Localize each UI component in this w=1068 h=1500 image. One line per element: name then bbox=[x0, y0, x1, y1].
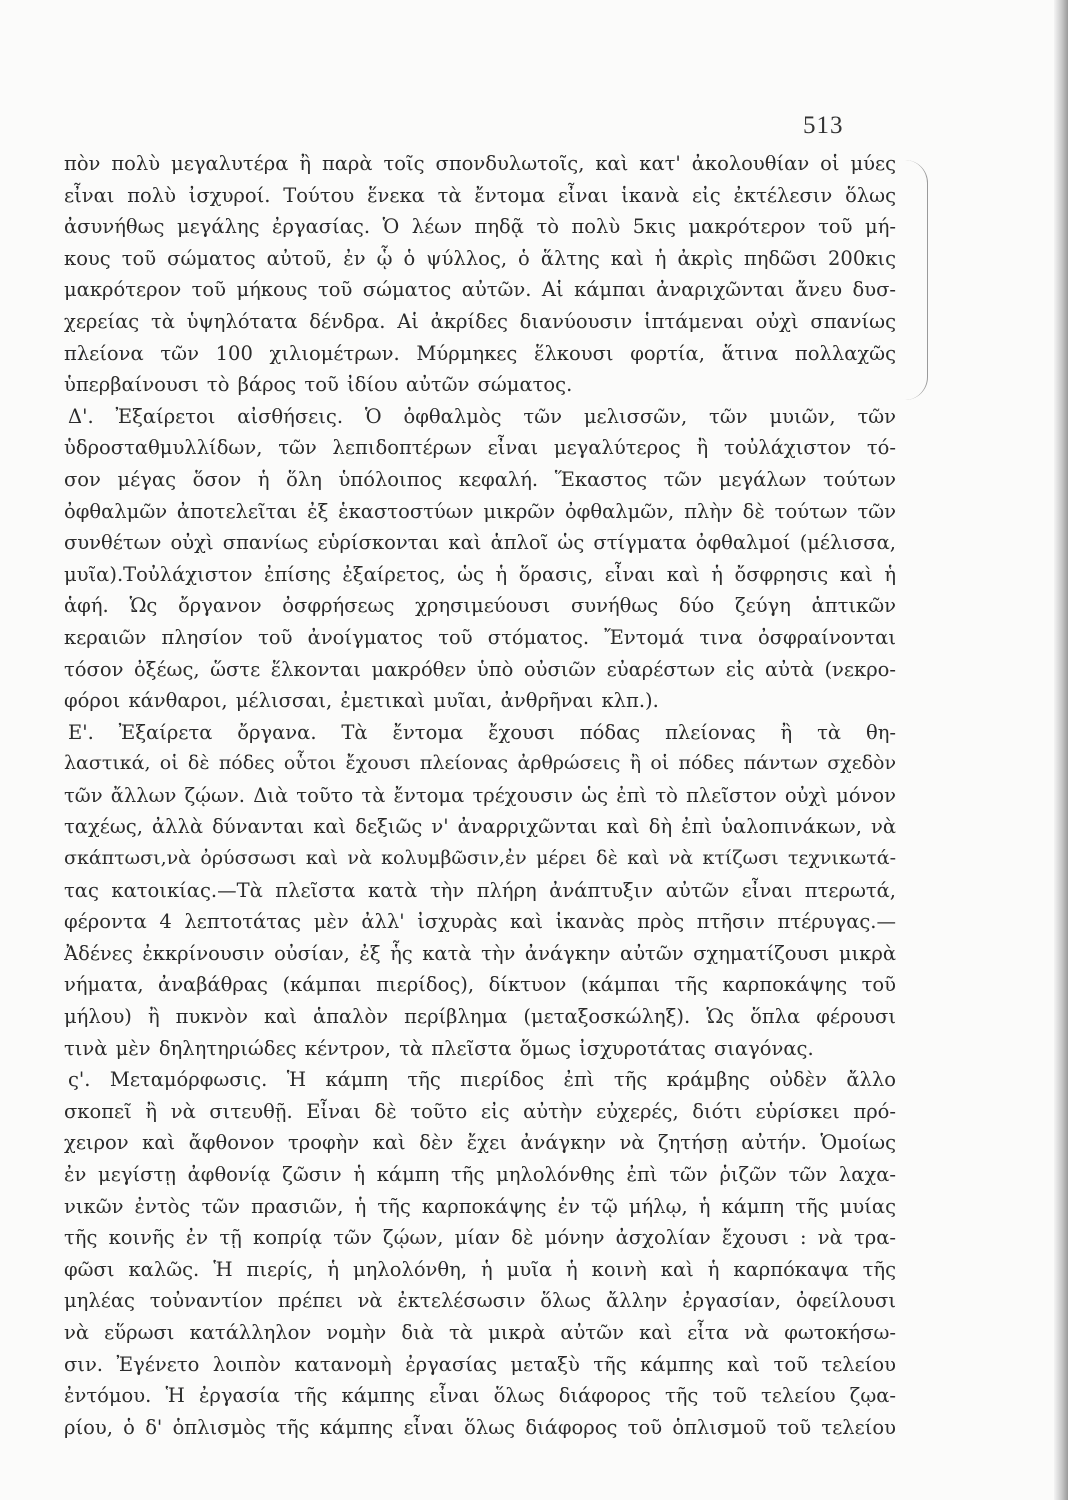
text-line: ἐν μεγίστῃ ἀφθονίᾳ ζῶσιν ἡ κάμπη τῆς μηλολόνθης ἐπὶ τῶν ῥιζῶν τῶν λαχα- bbox=[64, 1163, 896, 1186]
text-line: μυῖα).Τοὐλάχιστον ἐπίσης ἐξαίρετος, ὡς ἡ ὅρασις, εἶναι καὶ ἡ ὄσφρησις καὶ ἡ bbox=[64, 562, 896, 586]
text-line: ὀφθαλμῶν ἀποτελεῖται ἐξ ἑκαστοστύων μικρῶν ὀφθαλμῶν, πλὴν δὲ τούτων τῶν bbox=[64, 499, 896, 523]
text-line: ὑδροσταθμυλλίδων, τῶν λεπιδοπτέρων εἶναι μεγαλύτερος ἢ τοὐλάχιστον τό- bbox=[64, 436, 896, 460]
section-heading-line: ς'. Μεταμόρφωσις. Ἡ κάμπη τῆς πιερίδος ἐπὶ τῆς κράμβης οὐδὲν ἄλλο bbox=[68, 1068, 896, 1092]
text-line: ὑπερβαίνουσι τὸ βάρος τοῦ ἰδίου αὐτῶν σώματος. bbox=[64, 373, 573, 397]
text-line: ἀσυνήθως μεγάλης ἐργασίας. Ὁ λέων πηδᾷ τὸ πολὺ 5κις μακρότερον τοῦ μή- bbox=[64, 215, 896, 239]
body-text bbox=[64, 148, 896, 1443]
text-line: τῶν ἄλλων ζῴων. Διὰ τοῦτο τὰ ἔντομα τρέχουσιν ὡς ἐπὶ τὸ πλεῖστον οὐχὶ μόνον bbox=[64, 783, 896, 807]
pencil-margin-mark bbox=[905, 160, 928, 400]
text-line: ἁφή. Ὡς ὄργανον ὀσφρήσεως χρησιμεύουσι συνήθως δύο ζεύγη ἁπτικῶν bbox=[64, 594, 896, 618]
text-line: σιν. Ἐγένετο λοιπὸν κατανομὴ ἐργασίας μεταξὺ τῆς κάμπης καὶ τοῦ τελείου bbox=[64, 1352, 896, 1376]
text-line: χειρον καὶ ἄφθονον τροφὴν καὶ δὲν ἔχει ἀνάγκην νὰ ζητήσῃ αὐτήν. Ὁμοίως bbox=[64, 1131, 896, 1155]
text-line: χερείας τὰ ὑψηλότατα δένδρα. Αἱ ἀκρίδες διανύουσιν ἱπτάμεναι οὐχὶ σπανίως bbox=[64, 309, 896, 333]
text-line: Ἀδένες ἐκκρίνουσιν οὐσίαν, ἐξ ἧς κατὰ τὴν ἀνάγκην αὐτῶν σχηματίζουσι μικρὰ bbox=[64, 941, 896, 965]
page-number: 513 bbox=[803, 112, 844, 139]
text-line: τινὰ μὲν δηλητηριώδες κέντρον, τὰ πλεῖστα ὅμως ἰσχυροτάτας σιαγόνας. bbox=[64, 1036, 814, 1060]
text-line: συνθέτων οὐχὶ σπανίως εὑρίσκονται καὶ ἁπλοῖ ὡς στίγματα ὀφθαλμοί (μέλισσα, bbox=[64, 531, 896, 555]
text-line: φέροντα 4 λεπτοτάτας μὲν ἀλλ' ἰσχυρὰς καὶ ἱκανὰς πρὸς πτῆσιν πτέρυγας.— bbox=[64, 910, 896, 934]
text-line: μήλου) ἢ πυκνὸν καὶ ἁπαλὸν περίβλημα (μεταξοσκώληξ). Ὡς ὅπλα φέρουσι bbox=[64, 1005, 896, 1029]
page-edge-shadow bbox=[1054, 0, 1068, 1500]
text-line: νικῶν ἐντὸς τῶν πρασιῶν, ἡ τῆς καρποκάψης ἐν τῷ μήλῳ, ἡ κάμπη τῆς μυίας bbox=[64, 1194, 896, 1218]
section-heading-line: Ε'. Ἐξαίρετα ὄργανα. Τὰ ἔντομα ἔχουσι πόδας πλείονας ἢ τὰ θη- bbox=[68, 720, 896, 744]
text-line: κους τοῦ σώματος αὐτοῦ, ἐν ᾧ ὁ ψύλλος, ὁ ἅλτης καὶ ἡ ἀκρὶς πηδῶσι 200κις bbox=[64, 246, 896, 270]
text-line: τόσον ὀξέως, ὥστε ἕλκονται μακρόθεν ὑπὸ οὐσιῶν εὐαρέστων εἰς αὐτὰ (νεκρο- bbox=[64, 657, 896, 681]
text-line: πλείονα τῶν 100 χιλιομέτρων. Μύρμηκες ἕλκουσι φορτία, ἅτινα πολλαχῶς bbox=[64, 341, 896, 365]
text-line: ταχέως, ἀλλὰ δύνανται καὶ δεξιῶς ν' ἀναρριχῶνται καὶ δὴ ἐπὶ ὑαλοπινάκων, νὰ bbox=[64, 815, 896, 839]
text-line: πὸν πολὺ μεγαλυτέρα ἢ παρὰ τοῖς σπονδυλωτοῖς, καὶ κατ' ἀκολουθίαν οἱ μύες bbox=[64, 152, 896, 175]
text-line: νὰ εὕρωσι κατάλληλον νομὴν διὰ τὰ μικρὰ αὐτῶν καὶ εἶτα νὰ φωτοκήσω- bbox=[64, 1320, 896, 1344]
text-line: ρίου, ὁ δ' ὁπλισμὸς τῆς κάμπης εἶναι ὅλως διάφορος τοῦ ὁπλισμοῦ τοῦ τελείου bbox=[64, 1415, 896, 1439]
text-line: φόροι κάνθαροι, μέλισσαι, ἐμετικαὶ μυῖαι, ἀνθρῆναι κλπ.). bbox=[64, 689, 659, 713]
text-line: ἐντόμου. Ἡ ἐργασία τῆς κάμπης εἶναι ὅλως διάφορος τῆς τοῦ τελείου ζῳα- bbox=[64, 1384, 896, 1408]
section-heading-line: Δ'. Ἐξαίρετοι αἰσθήσεις. Ὁ ὀφθαλμὸς τῶν μελισσῶν, τῶν μυιῶν, τῶν bbox=[68, 404, 896, 428]
text-line: σκάπτωσι,νὰ ὀρύσσωσι καὶ νὰ κολυμβῶσιν,ἐν μέρει δὲ καὶ νὰ κτίζωσι τεχνικωτά- bbox=[64, 847, 896, 870]
text-line: μακρότερον τοῦ μήκους τοῦ σώματος αὐτῶν. Αἱ κάμπαι ἀναριχῶνται ἄνευ δυσ- bbox=[64, 278, 896, 302]
text-line: σκοπεῖ ἢ νὰ σιτευθῇ. Εἶναι δὲ τοῦτο εἰς αὐτὴν εὐχερές, διότι εὑρίσκει πρό- bbox=[64, 1099, 896, 1123]
text-line: μηλέας τοὐναντίον πρέπει νὰ ἐκτελέσωσιν ὅλως ἄλλην ἐργασίαν, ὀφείλουσι bbox=[64, 1289, 896, 1313]
text-line: τῆς κοινῆς ἐν τῇ κοπρίᾳ τῶν ζῴων, μίαν δὲ μόνην ἀσχολίαν ἔχουσι : νὰ τρα- bbox=[64, 1226, 896, 1250]
text-line: λαστικά, οἱ δὲ πόδες οὗτοι ἔχουσι πλείονας ἀρθρώσεις ἢ οἱ πόδες πάντων σχεδὸν bbox=[64, 752, 896, 775]
text-line: τας κατοικίας.—Τὰ πλεῖστα κατὰ τὴν πλήρη ἀνάπτυξιν αὐτῶν εἶναι πτερωτά, bbox=[64, 878, 896, 902]
text-line: εἶναι πολὺ ἰσχυροί. Τούτου ἕνεκα τὰ ἔντομα εἶναι ἱκανὰ εἰς ἐκτέλεσιν ὅλως bbox=[64, 183, 896, 207]
text-line: κεραιῶν πλησίον τοῦ ἀνοίγματος τοῦ στόματος. Ἔντομά τινα ὀσφραίνονται bbox=[64, 625, 896, 649]
text-line: νήματα, ἀναβάθρας (κάμπαι πιερίδος), δίκτυον (κάμπαι τῆς καρποκάψης τοῦ bbox=[64, 973, 896, 997]
text-line: φῶσι καλῶς. Ἡ πιερίς, ἡ μηλολόνθη, ἡ μυῖα ἡ κοινὴ καὶ ἡ καρπόκαψα τῆς bbox=[64, 1257, 896, 1281]
text-line: σον μέγας ὅσον ἡ ὅλη ὑπόλοιπος κεφαλή. Ἕκαστος τῶν μεγάλων τούτων bbox=[64, 467, 896, 491]
